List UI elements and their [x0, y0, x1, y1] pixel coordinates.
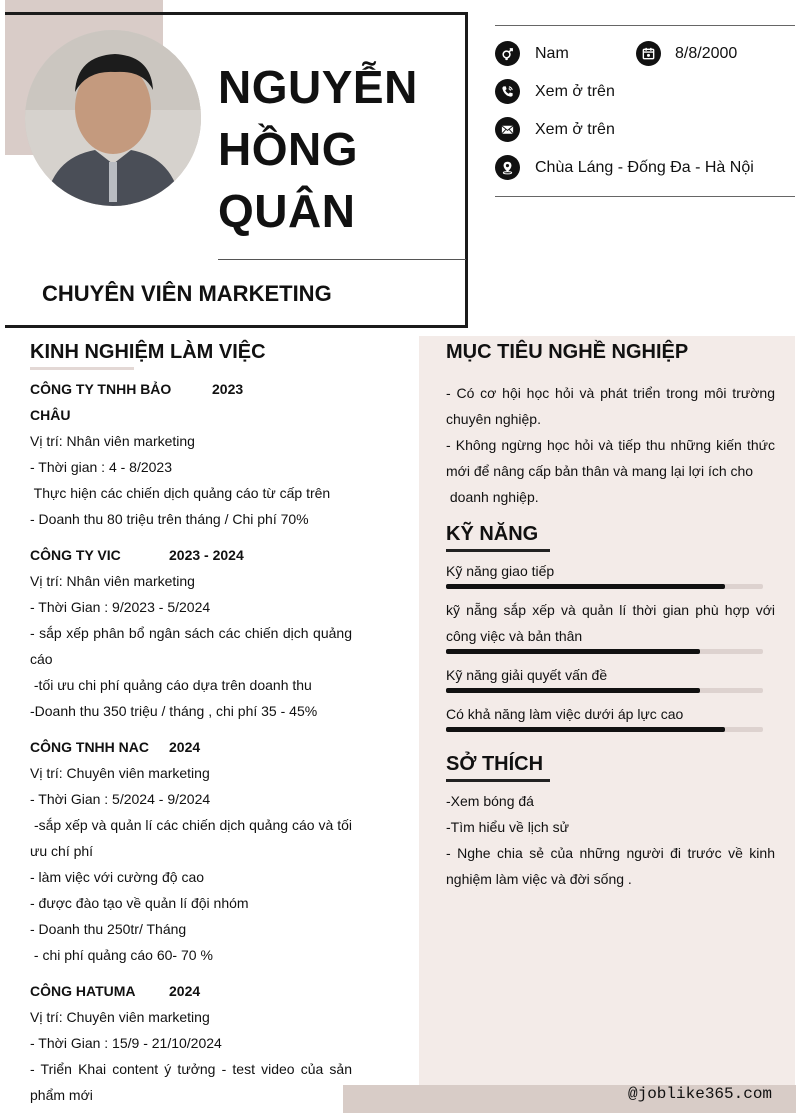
- job-line: - Thời gian : 4 - 8/2023: [30, 459, 173, 475]
- job-line: Vị trí: Nhân viên marketing: [30, 573, 195, 589]
- company-name: CÔNG HATUMA: [30, 983, 136, 999]
- skill-item: [446, 558, 775, 589]
- section-title: KINH NGHIỆM LÀM VIỆC: [30, 341, 266, 363]
- name-line: NGUYỄN: [218, 61, 418, 113]
- skill-bar-fill: [446, 649, 700, 654]
- skill-bar-track: [446, 649, 763, 654]
- location-pin-icon: [495, 155, 520, 180]
- hobby-line: - Nghe chia sẻ của những người đi trước về kinh nghiệm làm việc và đời sống .: [446, 845, 775, 887]
- skill-label: Kỹ năng giao tiếp: [446, 563, 555, 579]
- full-name: [218, 56, 458, 242]
- skill-bar-track: [446, 688, 763, 693]
- skill-label: Có khả năng làm việc dưới áp lực cao: [446, 706, 684, 722]
- gender-icon: [495, 41, 520, 66]
- job-line: - Thời Gian : 9/2023 - 5/2024: [30, 599, 211, 615]
- address-value: Chùa Láng - Đống Đa - Hà Nội: [535, 159, 754, 176]
- experience-section: [30, 338, 356, 1108]
- email-value: Xem ở trên: [535, 121, 615, 138]
- skill-bar-track: [446, 584, 763, 589]
- footer-website: @joblike365.com: [628, 1085, 773, 1103]
- right-column: [446, 338, 775, 892]
- gender-value: Nam: [535, 45, 569, 62]
- hobby-line: -Xem bóng đá: [446, 793, 534, 809]
- section-underline: [446, 779, 550, 782]
- skill-bar-track: [446, 727, 763, 732]
- job-line: - Doanh thu 250tr/ Tháng: [30, 921, 187, 937]
- skills-section: [446, 520, 775, 732]
- mail-icon: [495, 117, 520, 142]
- contact-divider-bottom: [495, 196, 795, 197]
- section-title: SỞ THÍCH: [446, 753, 544, 775]
- phone-value: Xem ở trên: [535, 83, 615, 100]
- skill-label: kỹ nẵng sắp xếp và quản lí thời gian phù hợp với công việc và bản thân: [446, 602, 775, 644]
- job-line: - sắp xếp phân bổ ngân sách các chiến dịch quảng cáo: [30, 625, 352, 667]
- job-header: [30, 542, 352, 568]
- skill-label: Kỹ năng giải quyết vấn đề: [446, 667, 608, 683]
- objective-line: - Không ngừng học hỏi và tiếp thu những kiến thức mới để nâng cấp bản thân và mang lại lợi ích cho: [446, 437, 775, 479]
- section-title: KỸ NĂNG: [446, 523, 539, 545]
- job-year: 2024: [169, 983, 201, 999]
- skill-bar-fill: [446, 688, 700, 693]
- name-divider: [218, 259, 466, 260]
- job-line: Thực hiện các chiến dịch quảng cáo từ cấp trên: [30, 485, 331, 501]
- objective-section: [446, 338, 775, 510]
- company-name: CÔNG TY TNHH BẢO CHÂU: [30, 381, 172, 423]
- skill-item: [446, 662, 775, 693]
- profile-photo: [25, 30, 201, 206]
- hobby-line: -Tìm hiểu về lịch sử: [446, 819, 569, 835]
- hobbies-section: [446, 750, 775, 892]
- skill-bar-fill: [446, 584, 725, 589]
- job-line: - được đào tạo về quản lí đội nhóm: [30, 895, 249, 911]
- job-entry: [30, 542, 352, 724]
- job-line: - chi phí quảng cáo 60- 70 %: [30, 947, 213, 963]
- calendar-icon: [636, 41, 661, 66]
- job-line: - Thời Gian : 5/2024 - 9/2024: [30, 791, 211, 807]
- job-line: -Doanh thu 350 triệu / tháng , chi phí 35 - 45%: [30, 703, 318, 719]
- objective-line: - Có cơ hội học hỏi và phát triển trong môi trường chuyên nghiệp.: [446, 385, 775, 427]
- skill-bar-fill: [446, 727, 725, 732]
- job-year: 2023 - 2024: [169, 547, 244, 563]
- job-year: 2023: [212, 381, 244, 397]
- job-entry: [30, 734, 356, 968]
- job-header: [30, 376, 352, 428]
- job-line: - Triển Khai content ý tưởng - test video của sản phẩm mới: [30, 1061, 352, 1103]
- skills-list: [446, 558, 775, 732]
- company-name: CÔNG TY VIC: [30, 547, 121, 563]
- section-underline: [446, 549, 550, 552]
- job-line: - Doanh thu 80 triệu trên tháng / Chi phí 70%: [30, 511, 309, 527]
- company-name: CÔNG TNHH NAC: [30, 739, 149, 755]
- name-line: QUÂN: [218, 185, 356, 237]
- section-underline: [30, 367, 134, 370]
- birthdate-value: 8/8/2000: [675, 45, 738, 62]
- job-line: Vị trí: Nhân viên marketing: [30, 433, 195, 449]
- section-title: MỤC TIÊU NGHỀ NGHIỆP: [446, 341, 689, 363]
- job-entry: [30, 978, 352, 1108]
- job-line: -sắp xếp và quản lí các chiến dịch quảng cáo và tối ưu chí phí: [30, 817, 356, 859]
- job-line: Vị trí: Chuyên viên marketing: [30, 765, 210, 781]
- skill-item: [446, 701, 775, 732]
- job-title: CHUYÊN VIÊN MARKETING: [42, 281, 332, 306]
- job-year: 2024: [169, 739, 201, 755]
- job-line: Vị trí: Chuyên viên marketing: [30, 1009, 210, 1025]
- job-line: - làm việc với cường độ cao: [30, 869, 205, 885]
- phone-icon: [495, 79, 520, 104]
- job-header: [30, 978, 352, 1004]
- objective-line: doanh nghiệp.: [446, 489, 539, 505]
- skill-item: [446, 597, 775, 654]
- name-line: HỒNG: [218, 123, 358, 175]
- contact-divider-top: [495, 25, 795, 26]
- job-line: -tối ưu chi phí quảng cáo dựa trên doanh thu: [30, 677, 312, 693]
- job-header: [30, 734, 352, 760]
- job-line: - Thời Gian : 15/9 - 21/10/2024: [30, 1035, 222, 1051]
- job-entry: [30, 376, 352, 532]
